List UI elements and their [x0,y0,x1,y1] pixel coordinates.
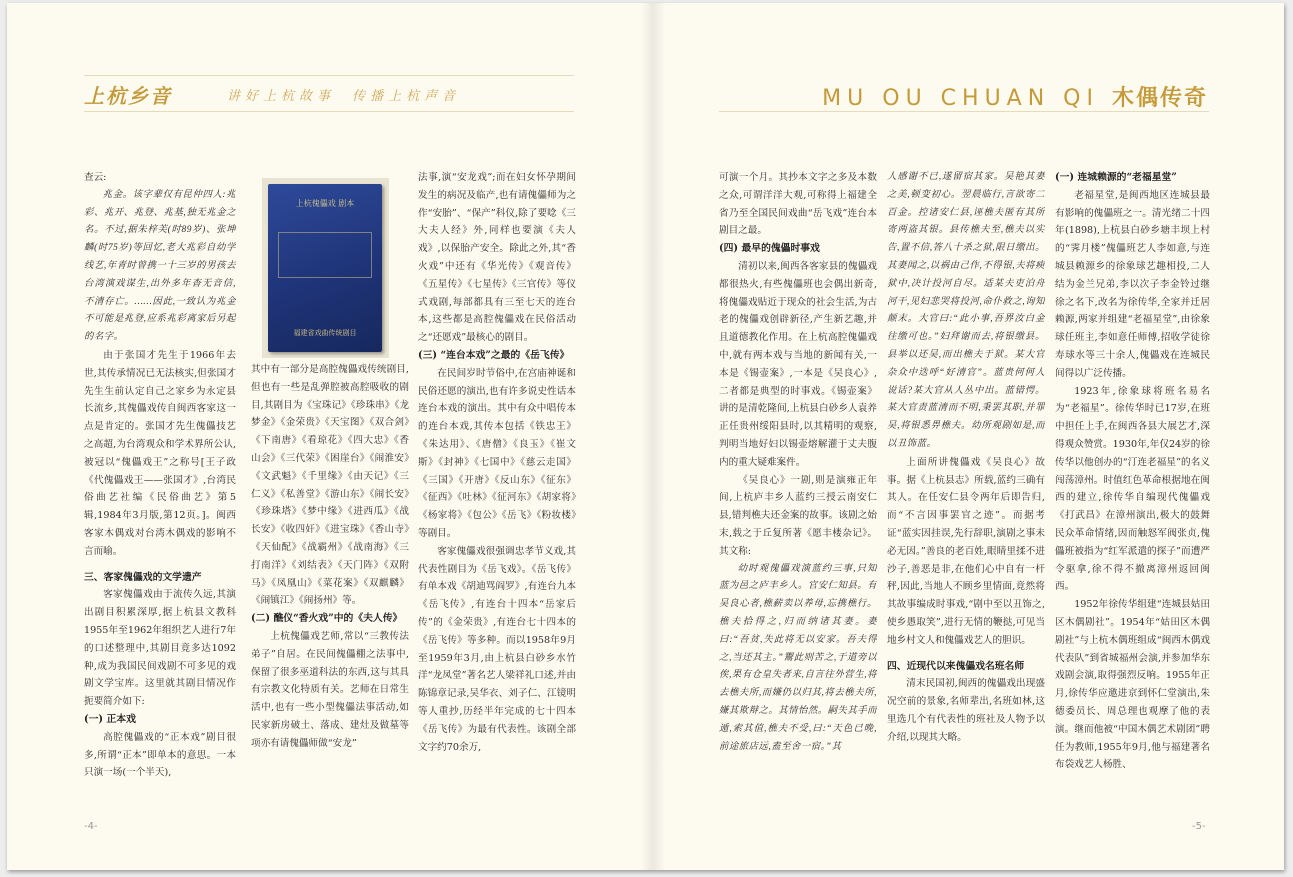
page-gutter [641,3,665,870]
subsection-heading: (一) 正本戏 [84,713,136,725]
paragraph: 1923年,徐象球将班名易名为“老福星”。徐传华时已17岁,在班中担任上手,在闽西各县大展艺才,深得观众赞赏。1930年,年仅24岁的徐传华以他创办的“汀连老福星”的名义闯荡漳州。时值红色革命根据地在闽西的建立,徐传华自编现代傀儡戏《打武昌》在漳州演出,极大的鼓舞民众革命情绪,因而触怒军阀张贞,傀儡班被指为“红军派遣的探子”而遭严令驱拿,徐不得不撤离漳州返回闽西。 [1055,385,1210,593]
header-rule-right-bottom [719,111,1209,112]
page-number-right: -5- [1192,821,1206,832]
quotation: 人感谢不已,遂留宿其家。吴艳其妻之美,顿变初心。翌晨临行,言欲寄二百金。控诸安仁县,诬樵夫匿有其所寄两盗其银。县传樵夫至,樵夫以实告,置不信,答八十杀之狱,限日缴出。其妻闻之,以祸由己作,不得银,夫将瘐狱中,决计投河自尽。适某夫吏泊舟河干,见妇悲哭将投河,命仆救之,询知颠末。大官曰:“此小事,吾界汝白金往缴可也。”妇拜谢而去,将银缴县。县举以还吴,而出樵夫于狱。某大官杂众中迭呼“好清官”。蓝贵何何人说话?某大官从人丛中出。蓝错愕。某大官责蓝清而不明,秉罢其职,并罪吴,将银悉畀樵夫。幼所观剧如是,而以丑饰蓝。 [887,172,1045,449]
subsection-heading: (三) “连台本戏”之最的《岳飞传》 [418,349,570,361]
paragraph: 《吴良心》一剧,则是演雍正年间,上杭庐丰乡人蓝约三授云南安仁县,错判樵夫还金案的故事。该剧之始末,载之于丘复所著《愿丰楼杂记》。其文称: [719,474,877,557]
book-cover-title: 上杭傀儡戏 剧本 [295,199,355,208]
section-heading: 四、近现代以来傀儡戏名班名师 [887,660,1025,672]
running-title [822,81,1208,112]
header-rule-left-top [84,75,574,76]
paragraph: 法事,演“安龙戏”;而在妇女怀孕期间发生的病况及临产,也有请傀儡师为之作“安胎”、“保产”科仪,除了要唸《三大夫人经》外,同样也要演《夫人戏》,以保胎产安全。除此之外,其“香火戏”中还有《华光传》《观音传》《五星传》《七星传》《三官传》等仪式戏剧,每部都具有三至七天的连台本,这些都是高腔傀儡戏在民俗活动之“还愿戏”最核心的剧目。 [418,172,576,344]
magazine-logo: 上杭乡音 [84,84,172,108]
paragraph: 客家傀儡戏由于流传久远,其演出剧目积累深厚,据上杭县文教科1955年至1962年组织艺人进行7年的口述整理中,其剧目竟多达1092种,成为我国民间戏剧不可多见的戏剧文学宝库。这里就其剧目情况作扼要简介如下: [84,589,236,708]
paragraph: 清末民国初,闽西的傀儡戏出现盛况空前的景象,名师辈出,名班如林,这里选几个有代表性的班社及人物予以介绍,以现其大略。 [887,678,1045,743]
paragraph: 上杭傀儡戏艺师,常以“三教传法弟子”自居。在民间傀儡棚之法事中,保留了很多巫道科法的东西,这与其具有宗教文化特质有关。艺师在日常生活中,也有一些小型傀儡法事活动,如民家新房破土、落成、建灶及做墓等项亦有请傀儡师做“安龙” [251,630,409,749]
paragraph: 其中有一部分是高腔傀儡戏传统剧目,但也有一些是乱弹腔被高腔吸收的剧目,其剧目为《宝珠记》《珍珠串》《龙梦金》《金荣贵》《天宝图》《双合剑》《下南唐》《看琼花》《四大忠》《香山会》《三代荣》《困崖台》《闹淮安》《文武魁》《千里缘》《由天记》《三仁义》《私善堂》《游山东》《闹长安》《珍珠塔》《梦中缘》《进西瓜》《战长安》《收四奸》《进宝珠》《香山寺》《天仙配》《战霸州》《战南海》《三打南洋》《刘结表》《天门阵》《双附马》《凤凰山》《菜花案》《双麒麟》《闹镇江》《闹扬州》等。 [251,364,409,607]
subsection-heading: (四) 最早的傀儡时事戏 [719,243,820,255]
running-title-cn: 木偶传奇 [1111,85,1208,111]
paragraph: 1952年徐传华组建“连城县姑田区木偶剧社”。1954年“姑田区木偶剧社”与上杭木偶班组成“闽西木偶戏代表队”到省城福州会演,并参加华东戏剧会演,取得强烈反响。1955年正月,徐传华应邀进京到怀仁堂演出,朱德委员长、周总理也观摩了他的表演。继而他被“中国木偶艺术剧团”聘任为教师,1955年9月,他与福建著名布袋戏艺人杨胜、 [1055,599,1210,771]
header-rule-left-bottom [84,111,574,112]
column-2 [251,361,409,789]
quotation: 兆金。该字辈仅有昆仲四人:兆彩、兆开、兆登、兆基,独无兆金之名。不过,据朱梓芙(时89岁)、张坤麟(时75岁)等回忆,老大兆彩自幼学线艺,年青时曾携一十三岁的男孩去台湾演戏谋生,出外多年杳无音信,不清存亡。……因此,一致认为兆金不可能是兆登,应系兆彩离家后另起的名字。 [84,189,236,343]
column-3 [418,169,576,789]
paragraph: 查云: [84,172,107,183]
paragraph: 上面所讲傀儡戏《吴良心》故事。据《上杭县志》所载,蓝约三确有其人。在任安仁县令两年后即告归,而“不言因事罢官之迹”。而据考证“蓝实因挂误,先行辞职,演剧之事未必无因。”善良的老百姓,眼睛里揉不进沙子,善恶是非,在他们心中自有一杆秤,因此,当地人不顾乡里情面,竟然将其故事编成时事戏,“剧中至以丑饰之,使乡愚取笑”,进行无情的鞭挞,可见当地乡村文人和傀儡戏艺人的胆识。 [887,456,1045,646]
paragraph: 由于张国才先生于1966年去世,其传承情况已无法核实,但张国才先生生前认定自己之家乡为永定县长流乡,其傀儡戏传自闽西客家这一点是肯定的。张国才先生傀儡技艺之高超,为台湾观众和学术界所公认,被冠以“傀儡戏王”之称号[王子政《代傀儡戏王——张国才》,台湾民俗曲艺社编《民俗曲艺》第5辑,1984年3月版,第12页。]。闽西客家木偶戏对台湾木偶戏的影响不言而喻。 [84,349,236,557]
page-number-left: -4- [84,821,98,832]
paragraph: 老福星堂,是闽西地区连城县最有影响的傀儡班之一。清光绪二十四年(1898),上杭县白砂乡塘丰坝上村的“霁月楼”傀儡班艺人李如意,与连城县赖源乡的徐象球艺趣相投,二人结为金兰兄弟,李以次子李金铃过继徐之名下,改名为徐传华,全家并迁居赖源,两家并组建“老福星堂”,由徐象球任班主,李如意任师傅,招收学徒徐寿球水等三十余人,傀儡戏在连城民间得以广泛传播。 [1055,189,1210,379]
column-6 [1055,169,1210,789]
paragraph: 可演一个月。其抄本文字之多及本数之众,可谓洋洋大观,可称得上福建全省乃至全国民间戏曲“岳飞戏”连台本剧目之最。 [719,172,877,237]
section-heading: 三、客家傀儡戏的文学遗产 [84,571,202,583]
book-photo [262,178,389,358]
paragraph: 在民间岁时节俗中,在宫庙神诞和民俗还愿的演出,也有许多说史性话本连台本戏的演出。其中有众中唱传本的连台本戏,其传本包括《铁忠王》《朱达用》、《唐僧》《良玉》《崔文斯》《封神》《七国中》《慈云走国》《三国》《开唐》《反山东》《征东》《征西》《吐林》《征河东》《胡家将》《杨家将》《包公》《岳飞》《粉妆楼》等剧目。 [418,367,576,539]
subsection-heading: (一) 连城赖源的“老福星堂” [1055,172,1177,183]
book-cover-series: 福建省戏曲传统剧目 [293,329,357,337]
magazine-spread [7,3,1284,870]
subsection-heading: (二) 醮仪“香火戏”中的《夫人传》 [251,613,403,625]
quotation: 幼时观傀儡戏演蓝约三事,只知蓝为邑之庐丰乡人。官安仁知县。有吴良心者,樵薪卖以养母,忘携樵行。樵夫拾得之,归而纳诸其妻。妻曰:“吾贫,失此将无以安家。吾夫得之,当还其主。”鬻此则苦之,于道旁以俟,果有仓皇失者来,自言往外营生,将去樵夫所,而嫌仍以归其,将去樵夫所,嫌其欺辩之。其情怡然。嗣失其手而遁,索其值,樵夫不受,曰:“天色已晚,前途旅店远,盍至舍一宿。”其 [719,563,877,752]
paragraph: 高腔傀儡戏的“正本戏”剧目很多,所谓“正本”即单本的意思。一本只演一场(一个半天), [84,731,236,779]
header-slogan: 讲好上杭故事 传播上杭声音 [227,89,461,104]
paragraph: 客家傀儡戏很强调忠孝节义戏,其代表性剧目为《岳飞戏》。《岳飞传》有单本戏《胡迪骂阎罗》,有连台九本《岳飞传》,有连台十四本“岳家后传”的《金荣贵》,有连台七十四本的《岳飞传》等多种。而以1958年9月至1959年3月,由上杭县白砂乡水竹洋“龙凤堂”著名艺人梁祥礼口述,并由陈锦章记录,吴华衣、刘子仁、江镜明等人重抄,历经半年完成的七十四本《岳飞传》为最有代表性。该剧全部文字约70余万, [418,545,576,753]
book-cover-image [268,184,382,352]
column-5 [887,169,1045,789]
paragraph: 清初以来,闽西各客家县的傀儡戏都很热火,有些傀儡班也会偶出新奇,将傀儡戏贴近于现众的社会生活,为古老的傀儡戏创辟新径,产生新艺趣,并且道德教化作用。在上杭高腔傀儡戏中,就有两本戏与当地的新闻有关,一本是《锡壶案》,一本是《吴良心》,二者都是典型的时事戏。《锡壶案》讲的是清乾隆间,上杭县白砂乡人袁养正任贵州绥阳县时,以其精明的观察,判明当地好妇以锡壶熔解灌于丈夫腹内的重大疑难案件。 [719,260,877,468]
running-title-latin: MU OU CHUAN QI [822,86,1099,111]
column-1 [84,169,236,789]
column-4 [719,169,877,789]
